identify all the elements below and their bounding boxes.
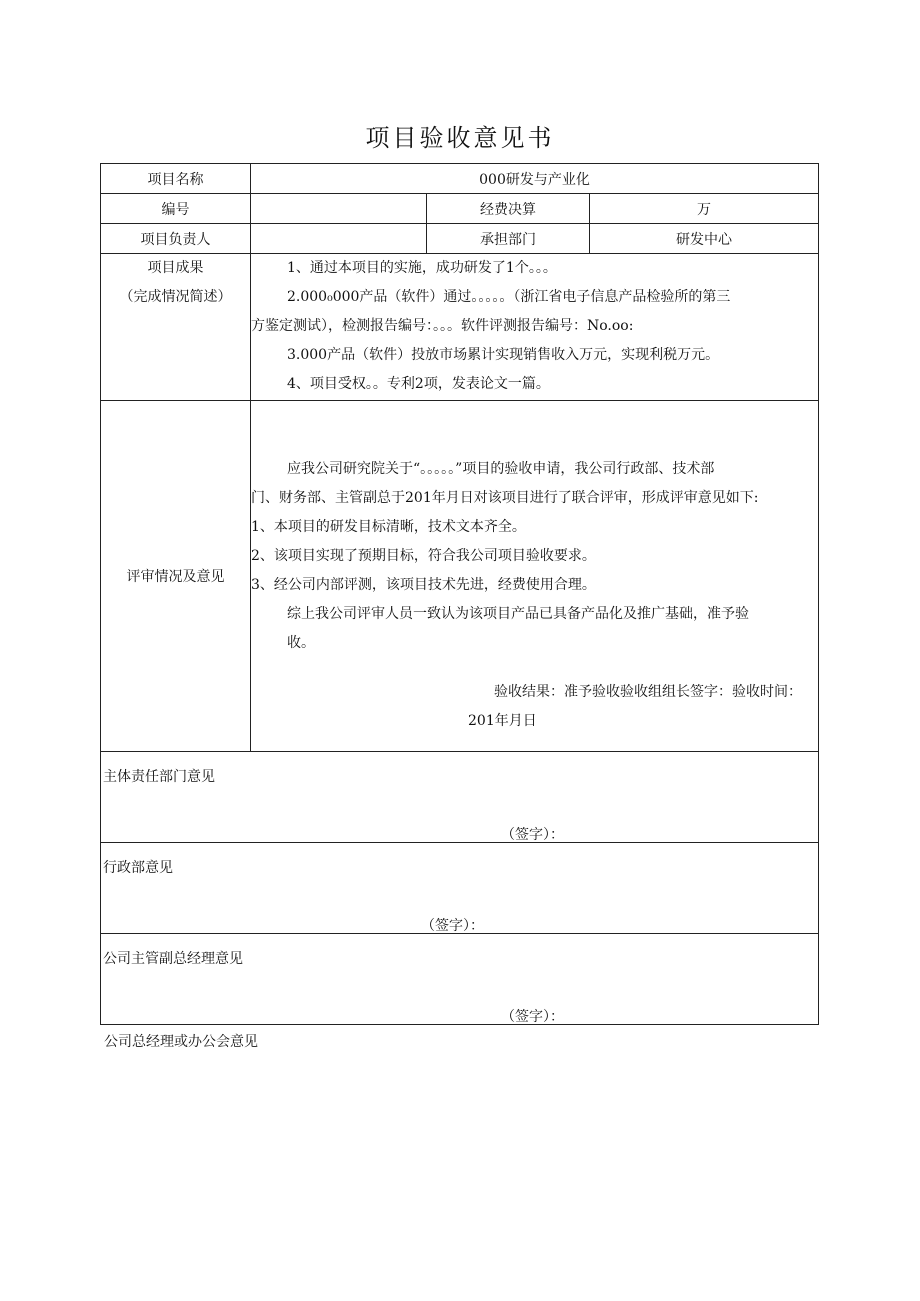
vp-opinion-cell xyxy=(101,934,819,1025)
dept-value: 研发中心 xyxy=(590,224,819,254)
number-value xyxy=(251,194,427,224)
leader-row xyxy=(101,224,819,254)
vp-signature-field: （签字）： xyxy=(501,1009,564,1025)
review-item-1: 1、本项目的研发目标清晰，技术文本齐全。 xyxy=(251,519,526,535)
gm-opinion-label: 公司总经理或办公会意见 xyxy=(104,1034,258,1050)
leader-label: 项目负责人 xyxy=(101,224,251,254)
project-name-label: 项目名称 xyxy=(101,164,251,194)
number-row xyxy=(101,194,819,224)
results-label: 项目成果 xyxy=(147,260,204,276)
result-line-2-cont: 方鉴定测试），检测报告编号：。。。软件评测报告编号：No.oo: xyxy=(251,318,634,334)
review-content xyxy=(251,401,819,752)
project-name-row xyxy=(101,164,819,194)
number-label: 编号 xyxy=(101,194,251,224)
results-label-cell xyxy=(101,254,251,401)
results-sublabel: （完成情况简述） xyxy=(119,289,232,305)
dept-opinion-cell xyxy=(101,752,819,843)
budget-value: 万 xyxy=(590,194,819,224)
admin-opinion-cell xyxy=(101,843,819,934)
dept-signature-field: （签字）： xyxy=(501,827,564,843)
review-row xyxy=(101,401,819,752)
acceptance-form-table xyxy=(100,163,819,1025)
dept-opinion-row xyxy=(101,752,819,843)
admin-signature-field: （签字）： xyxy=(421,918,484,934)
result-line-1: 1、通过本项目的实施，成功研发了1个。。。 xyxy=(287,260,557,276)
project-name-value: 000研发与产业化 xyxy=(251,164,819,194)
vp-opinion-label: 公司主管副总经理意见 xyxy=(103,951,243,967)
budget-label: 经费决算 xyxy=(427,194,590,224)
review-item-2: 2、该项目实现了预期目标，符合我公司项目验收要求。 xyxy=(251,548,596,564)
review-label: 评审情况及意见 xyxy=(101,401,251,752)
admin-opinion-label: 行政部意见 xyxy=(103,860,173,876)
acceptance-date-line: 201年月日 xyxy=(468,713,537,729)
review-para-1-cont: 门、财务部、主管副总于201年月日对该项目进行了联合评审，形成评审意见如下: xyxy=(251,490,759,506)
review-summary: 综上我公司评审人员一致认为该项目产品已具备产品化及推广基础，准予验 xyxy=(287,606,749,622)
results-content xyxy=(251,254,819,401)
result-line-2: 2.000₀000产品（软件）通过。。。。。（浙江省电子信息产品检验所的第三 xyxy=(287,289,731,305)
dept-opinion-label: 主体责任部门意见 xyxy=(103,769,215,785)
leader-value xyxy=(251,224,427,254)
review-summary-cont: 收。 xyxy=(287,635,315,651)
review-para-1: 应我公司研究院关于“。。。。。”项目的验收申请，我公司行政部、技术部 xyxy=(287,461,715,477)
admin-opinion-row xyxy=(101,843,819,934)
dept-label: 承担部门 xyxy=(427,224,590,254)
acceptance-result-line: 验收结果：准予验收验收组组长签字：验收时间： xyxy=(494,684,803,700)
vp-opinion-row xyxy=(101,934,819,1025)
review-item-3: 3、经公司内部评测，该项目技术先进，经费使用合理。 xyxy=(251,577,596,593)
document-title: 项目验收意见书 xyxy=(365,124,555,152)
result-line-4: 4、项目受权。。专利2项，发表论文一篇。 xyxy=(287,376,550,392)
results-row xyxy=(101,254,819,401)
result-line-3: 3.000产品（软件）投放市场累计实现销售收入万元，实现利税万元。 xyxy=(287,347,720,363)
